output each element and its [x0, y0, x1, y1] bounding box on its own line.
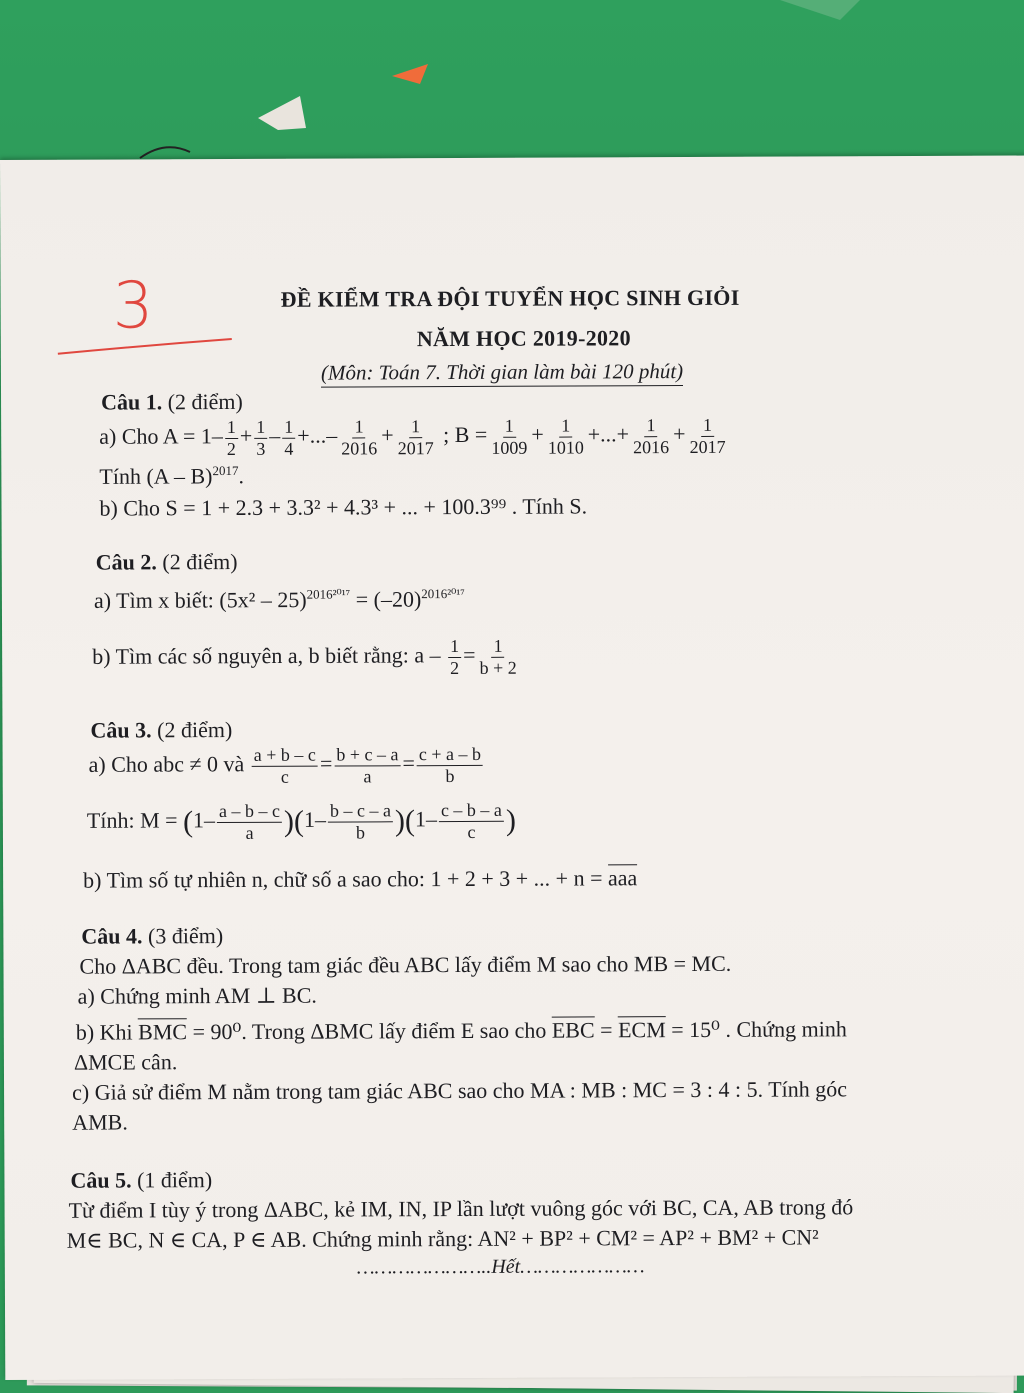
- q2-b-frac1-num: 1: [448, 636, 461, 658]
- q1-a-task: Tính (A – B)$^{2017}$.: [99, 462, 244, 489]
- q2-a-line: [94, 586, 465, 614]
- q3-m2-num: b – c – a: [328, 800, 393, 822]
- q2-a-right: = (–20): [355, 586, 422, 612]
- q4-b-text1: b) Khi: [75, 1019, 133, 1045]
- q4-b-cont: ΔMCE cân.: [73, 1049, 178, 1075]
- q3-f1-den: c: [280, 766, 289, 787]
- q3-m2-den: b: [355, 822, 366, 843]
- q2-points: (2 điểm): [162, 548, 238, 575]
- red-underline: [56, 337, 236, 358]
- q1-label: Câu 1.: [101, 389, 163, 415]
- q4-label: Câu 4.: [81, 923, 143, 949]
- q4-angle-bmc: BMC: [138, 1019, 188, 1045]
- q1-points: (2 điểm): [167, 388, 243, 415]
- q2-b-text: b) Tìm các số nguyên a, b biết rằng: a –: [92, 642, 441, 669]
- q4-a: a) Chứng minh AM ⊥ BC.: [77, 982, 317, 1009]
- q3-m3-den: c: [467, 821, 476, 842]
- exam-title: ĐỀ KIỂM TRA ĐỘI TUYỂN HỌC SINH GIỎI: [280, 284, 740, 312]
- question-1-heading: [101, 389, 243, 416]
- q3-f2-den: a: [363, 766, 372, 787]
- q3-f3-den: b: [445, 765, 455, 786]
- question-4-heading: [81, 923, 223, 950]
- q3-m-line: Tính: M = (1– $\frac{a - b - c}{a}$ )(1– $\frac{b - c - a}{b}$ )(1– $\frac{c - b - a}{c}$ ): [86, 799, 517, 843]
- q3-b-text: b) Tìm số tự nhiên n, chữ số a sao cho: 1 + 2 + 3 + ... + n =: [83, 865, 603, 893]
- handwritten-mark: 3: [112, 269, 154, 344]
- q4-c: c) Giả sử điểm M nằm trong tam giác ABC sao cho MA : MB : MC = 3 : 4 : 5. Tính góc: [72, 1076, 848, 1105]
- q5-points: (1 điểm): [137, 1167, 213, 1193]
- q2-a-text: a) Tìm x biết:: [93, 587, 214, 613]
- q4-c-cont: AMB.: [72, 1109, 128, 1135]
- q4-angle-ecm: ECM: [617, 1017, 666, 1043]
- q1-a-series: – $\frac{1}{2}$ + $\frac{1}{3}$ – $\frac{1}{4}$ +...– $\frac{1}{2016}$ + $\frac{1}{2017}$ ; B = $\frac{1}{1009}$ + $\frac{1}{1010}$ +...+ $\frac{1}{2016}$ + $\frac{1}{2017}$: [211, 414, 726, 459]
- q4-angle-ebc: EBC: [551, 1017, 595, 1043]
- end-marker: …………………..Hết…………………: [356, 1255, 645, 1279]
- q5-label: Câu 5.: [70, 1167, 132, 1193]
- q1-a-task-text: Tính (A – B): [99, 463, 213, 489]
- q2-b-line: b) Tìm các số nguyên a, b biết rằng: a – $\frac{1}{2}$ = $\frac{1}{b + 2}$: [92, 636, 521, 680]
- q4-points: (3 điểm): [147, 923, 224, 949]
- q3-m1-num: a – b – c: [217, 801, 282, 823]
- q4-b-text3: = 15⁰ . Chứng minh: [671, 1016, 847, 1043]
- q3-a-line: a) Cho abc ≠ 0 và $\frac{a + b - c}{c}$ = $\frac{b + c - a}{a}$ = $\frac{c + a - b}{b}$: [89, 744, 486, 788]
- q1-a-prefix: a) Cho A = 1: [99, 423, 212, 449]
- q2-a-left: (5x² – 25): [219, 586, 307, 613]
- q4-b-text2: = 90⁰. Trong ΔBMC lấy điểm E sao cho: [192, 1017, 547, 1045]
- q2-b-frac2-den: b + 2: [479, 657, 517, 678]
- subject-line: (Môn: Toán 7. Thời gian làm bài 120 phút): [321, 359, 683, 388]
- q5-line-1: Từ điểm I tùy ý trong ΔABC, kẻ IM, IN, IP lần lượt vuông góc với BC, CA, AB trong đó: [68, 1194, 854, 1223]
- school-year: NĂM HỌC 2019-2020: [416, 325, 631, 352]
- q2-b-frac1-den: 2: [450, 657, 460, 678]
- q2-a-exp-left: 2016²⁰¹⁷: [306, 586, 351, 602]
- q3-f3-num: c + a – b: [417, 744, 483, 766]
- q5-line-2: M∈ BC, N ∈ CA, P ∈ AB. Chứng minh rằng: AN² + BP² + CM² = AP² + BM² + CN²: [66, 1224, 819, 1253]
- q3-b-line: [83, 865, 637, 893]
- q2-label: Câu 2.: [95, 549, 157, 575]
- q3-points: (2 điểm): [157, 716, 233, 743]
- q3-m-text: Tính: M =: [86, 807, 178, 833]
- q3-label: Câu 3.: [90, 717, 152, 743]
- q3-m1-den: a: [245, 822, 254, 843]
- q4-b-line: [76, 1016, 847, 1045]
- q3-m3-num: c – b – a: [439, 800, 504, 822]
- q3-f1-num: a + b – c: [252, 745, 318, 767]
- q4-intro: Cho ΔABC đều. Trong tam giác đều ABC lấy điểm M sao cho MB = MC.: [79, 950, 732, 979]
- q4-b-eq: =: [600, 1017, 613, 1043]
- exam-paper: [0, 156, 1024, 1380]
- q1-a-line: [99, 415, 729, 460]
- q3-b-overline-number: aaa: [607, 865, 638, 891]
- question-3-heading: [90, 717, 232, 744]
- q3-f2-num: b + c – a: [334, 744, 400, 766]
- question-2-heading: [96, 549, 238, 576]
- q2-b-frac2-num: 1: [492, 636, 505, 658]
- q3-a-text: a) Cho abc ≠ 0 và: [88, 751, 245, 777]
- q1-b-line: b) Cho S = 1 + 2.3 + 3.3² + 4.3³ + ... + 100.3⁹⁹ . Tính S.: [99, 493, 588, 521]
- question-5-heading: [70, 1167, 212, 1194]
- q1-a-exponent: 2017: [212, 462, 239, 479]
- q2-a-exp-right: 2016²⁰¹⁷: [421, 585, 465, 602]
